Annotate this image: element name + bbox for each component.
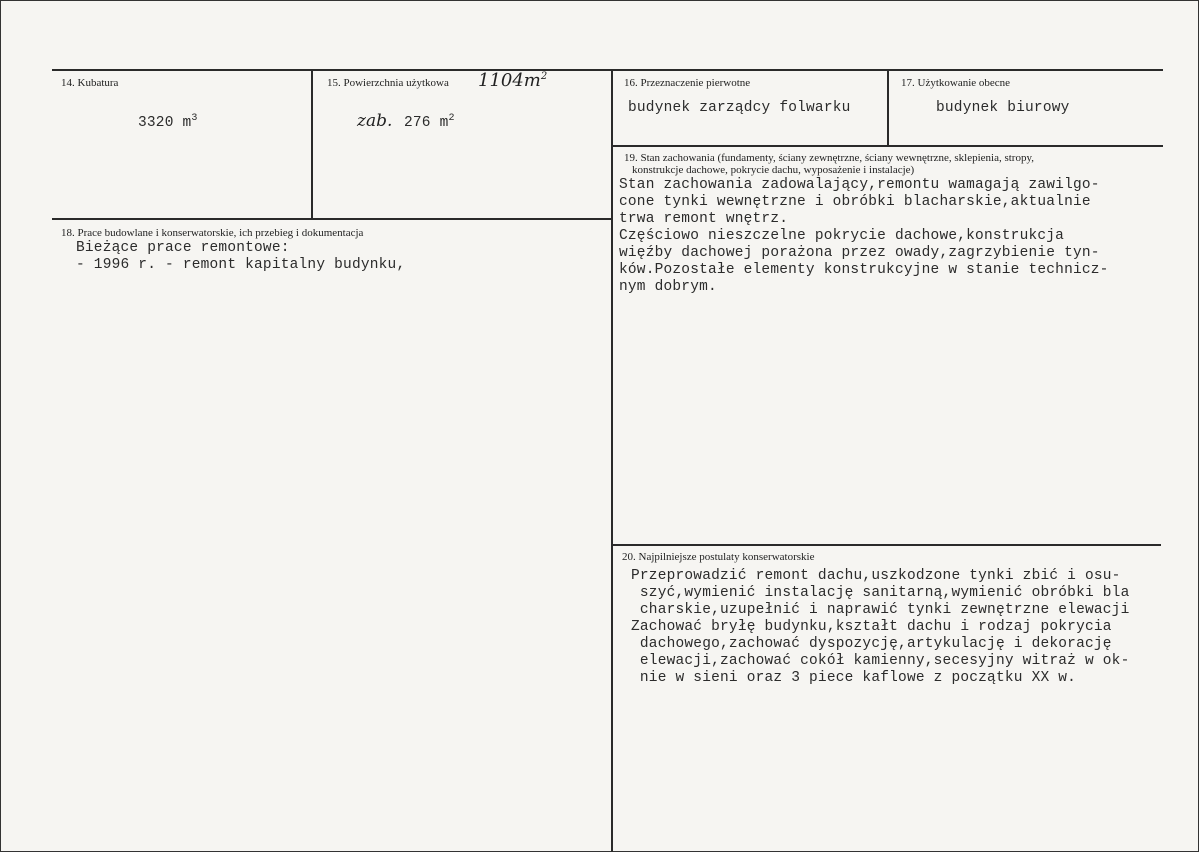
field-20-line: nie w sieni oraz 3 piece kaflowe z początku XX w. — [631, 670, 1077, 686]
field-15-handwritten-exp: 2 — [540, 71, 548, 82]
field-19-line: ków.Pozostałe elementy konstrukcyjne w stanie technicz- — [619, 262, 1109, 278]
field-20-line: Zachować bryłę budynku,kształt dachu i rodzaj pokrycia — [631, 619, 1112, 635]
field-15-label: 15. Powierzchnia użytkowa — [327, 77, 449, 89]
field-16-value: budynek zarządcy folwarku — [628, 100, 851, 116]
field-20-line: dachowego,zachować dyspozycję,artykulację i dekorację — [631, 636, 1112, 652]
field-15-area: 276 m — [404, 114, 449, 131]
top-rule — [52, 69, 1163, 71]
divider-14-15 — [311, 69, 313, 220]
field-19-line: cone tynki wewnętrzne i obróbki blacharskie,aktualnie — [619, 194, 1091, 210]
field-20-label: 20. Najpilniejsze postulaty konserwatorskie — [622, 551, 815, 563]
rule-18-top — [52, 218, 613, 220]
rule-20-top — [613, 544, 1161, 546]
field-14-value — [138, 110, 198, 132]
field-15-value — [404, 110, 455, 132]
field-19-line: trwa remont wnętrz. — [619, 211, 789, 227]
field-20-line: elewacji,zachować cokół kamienny,secesyjny witraż w ok- — [631, 653, 1130, 669]
field-14-exponent: 3 — [191, 113, 198, 124]
field-19-label-line2: konstrukcje dachowe, pokrycie dachu, wyposażenie i instalacje) — [632, 164, 915, 176]
field-15-handwritten-area — [478, 70, 547, 91]
field-18-line: Bieżące prace remontowe: — [76, 240, 290, 256]
field-18-label: 18. Prace budowlane i konserwatorskie, ich przebieg i dokumentacja — [61, 227, 364, 239]
field-19-line: Częściowo nieszczelne pokrycie dachowe,konstrukcja — [619, 228, 1065, 244]
field-17-label: 17. Użytkowanie obecne — [901, 77, 1011, 89]
field-20-line: szyć,wymienić instalację sanitarną,wymienić obróbki bla — [631, 585, 1130, 601]
field-17-value: budynek biurowy — [936, 100, 1070, 116]
field-19-line: więźby dachowej porażona przez owady,zagrzybienie tyn- — [619, 245, 1100, 261]
field-15-hand-prefix: zab. — [357, 111, 393, 131]
divider-16-17 — [887, 69, 889, 146]
field-19-line: nym dobrym. — [619, 279, 717, 295]
field-15-exponent: 2 — [448, 113, 455, 124]
divider-center — [611, 69, 613, 852]
field-15-handwritten: 1104m — [478, 70, 541, 91]
field-19-label-line1: 19. Stan zachowania (fundamenty, ściany zewnętrzne, ściany wewnętrzne, sklepienia, stropy, — [624, 152, 1035, 164]
field-19-line: Stan zachowania zadowalający,remontu wamagają zawilgo- — [619, 177, 1100, 193]
field-18-line: - 1996 r. - remont kapitalny budynku, — [76, 257, 406, 273]
field-14-volume: 3320 m — [138, 114, 192, 131]
field-20-line: Przeprowadzić remont dachu,uszkodzone tynki zbić i osu- — [631, 568, 1121, 584]
field-14-label: 14. Kubatura — [61, 77, 119, 89]
field-20-line: charskie,uzupełnić i naprawić tynki zewnętrzne elewacji — [631, 602, 1130, 618]
field-16-label: 16. Przeznaczenie pierwotne — [624, 77, 751, 89]
